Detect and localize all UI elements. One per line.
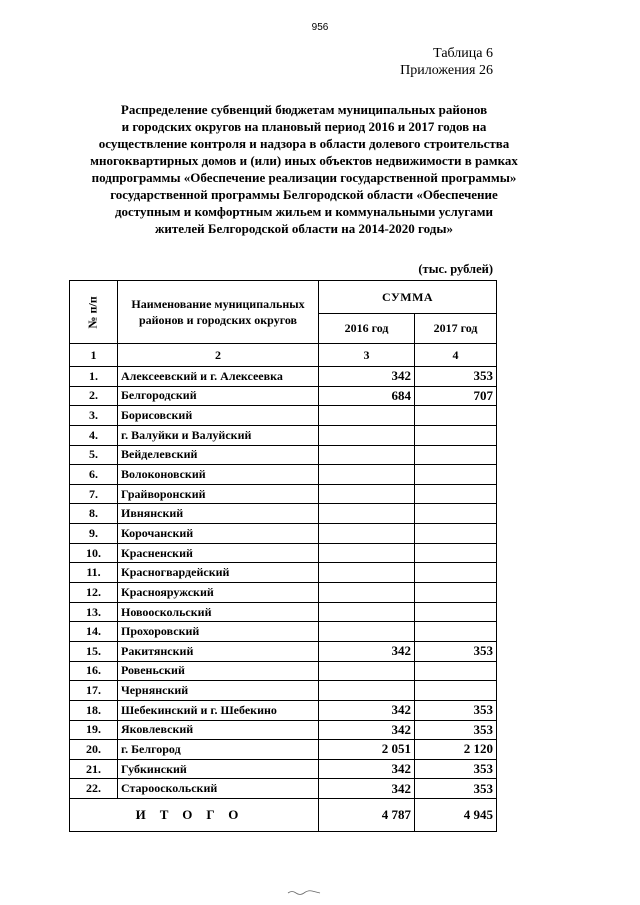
amount-2016 <box>319 622 415 642</box>
table-row <box>70 386 497 406</box>
amount-2016 <box>319 543 415 563</box>
table-row <box>70 720 497 740</box>
amount-2016: 342 <box>319 720 415 740</box>
amount-2017 <box>415 524 497 544</box>
column-number: 4 <box>415 344 497 367</box>
amount-2017 <box>415 622 497 642</box>
row-number: 14. <box>70 622 118 642</box>
column-header-number <box>70 281 118 344</box>
column-header-number-text: № п/п <box>85 295 100 329</box>
district-name: Вейделевский <box>118 445 319 465</box>
amount-2017 <box>415 563 497 583</box>
district-name: Губкинский <box>118 759 319 779</box>
district-name: Алексеевский и г. Алексеевка <box>118 367 319 387</box>
amount-2016 <box>319 583 415 603</box>
amount-2017: 353 <box>415 759 497 779</box>
amount-2016: 342 <box>319 641 415 661</box>
row-number: 13. <box>70 602 118 622</box>
amount-2016: 342 <box>319 367 415 387</box>
document-title <box>78 101 530 237</box>
row-number: 12. <box>70 583 118 603</box>
table-row <box>70 367 497 387</box>
title-line: осуществление контроля и надзора в области долевого строительства <box>98 136 510 151</box>
table-row <box>70 681 497 701</box>
amount-2017 <box>415 406 497 426</box>
table-row <box>70 583 497 603</box>
row-number: 21. <box>70 759 118 779</box>
row-number: 11. <box>70 563 118 583</box>
district-name: Прохоровский <box>118 622 319 642</box>
appendix-label: Приложения 26 <box>400 63 493 78</box>
amount-2017: 707 <box>415 386 497 406</box>
amount-2016 <box>319 661 415 681</box>
total-row <box>70 799 497 832</box>
amount-2016 <box>319 425 415 445</box>
table-row <box>70 759 497 779</box>
row-number: 19. <box>70 720 118 740</box>
district-name: Красногвардейский <box>118 563 319 583</box>
amount-2017 <box>415 465 497 485</box>
amount-2017 <box>415 484 497 504</box>
amount-2016 <box>319 484 415 504</box>
district-name: Корочанский <box>118 524 319 544</box>
total-2017: 4 945 <box>415 799 497 832</box>
amount-2016 <box>319 524 415 544</box>
amount-2017 <box>415 583 497 603</box>
subsidies-table <box>69 280 497 832</box>
amount-2017 <box>415 543 497 563</box>
district-name: Шебекинский и г. Шебекино <box>118 700 319 720</box>
district-name: Старооскольский <box>118 779 319 799</box>
table-row <box>70 524 497 544</box>
amount-2017: 2 120 <box>415 740 497 760</box>
table-row <box>70 406 497 426</box>
table-row <box>70 622 497 642</box>
table-body <box>70 367 497 799</box>
units-label: (тыс. рублей) <box>418 262 493 276</box>
district-name: Чернянский <box>118 681 319 701</box>
table-row <box>70 543 497 563</box>
title-line: многоквартирных домов и (или) иных объектов недвижимости в рамках <box>90 153 518 168</box>
district-name: Грайворонский <box>118 484 319 504</box>
amount-2017: 353 <box>415 700 497 720</box>
amount-2017: 353 <box>415 779 497 799</box>
row-number: 10. <box>70 543 118 563</box>
row-number: 8. <box>70 504 118 524</box>
row-number: 7. <box>70 484 118 504</box>
page-number: 956 <box>311 22 329 33</box>
district-name: Ракитянский <box>118 641 319 661</box>
district-name: Белгородский <box>118 386 319 406</box>
amount-2016: 342 <box>319 700 415 720</box>
amount-2017 <box>415 445 497 465</box>
row-number: 6. <box>70 465 118 485</box>
row-number: 9. <box>70 524 118 544</box>
table-row <box>70 445 497 465</box>
column-header-name: Наименование муниципальных районов и городских округов <box>118 281 319 344</box>
district-name: Яковлевский <box>118 720 319 740</box>
amount-2017: 353 <box>415 720 497 740</box>
amount-2016 <box>319 445 415 465</box>
table-row <box>70 641 497 661</box>
table-row <box>70 602 497 622</box>
district-name: Красненский <box>118 543 319 563</box>
row-number: 3. <box>70 406 118 426</box>
amount-2017 <box>415 425 497 445</box>
column-number: 1 <box>70 344 118 367</box>
column-header-2016: 2016 год <box>319 314 415 344</box>
total-label: ИТОГО <box>70 799 319 832</box>
title-line: подпрограммы «Обеспечение реализации государственной программы» <box>91 170 517 185</box>
district-name: Краснояружский <box>118 583 319 603</box>
column-header-sum: СУММА <box>319 281 497 314</box>
title-line: государственной программы Белгородской области «Обеспечение <box>110 187 498 202</box>
amount-2016 <box>319 406 415 426</box>
amount-2017 <box>415 661 497 681</box>
table-row <box>70 779 497 799</box>
row-number: 2. <box>70 386 118 406</box>
column-number: 3 <box>319 344 415 367</box>
title-line: доступным и комфортным жильем и коммунальными услугами <box>114 204 494 219</box>
amount-2016 <box>319 563 415 583</box>
amount-2016 <box>319 504 415 524</box>
column-number: 2 <box>118 344 319 367</box>
column-header-2017: 2017 год <box>415 314 497 344</box>
amount-2017: 353 <box>415 367 497 387</box>
amount-2016 <box>319 465 415 485</box>
table-label: Таблица 6 <box>433 46 493 61</box>
title-line: и городских округов на плановый период 2016 и 2017 годов на <box>121 119 487 134</box>
title-line: Распределение субвенций бюджетам муниципальных районов <box>120 102 488 117</box>
district-name: г. Валуйки и Валуйский <box>118 425 319 445</box>
title-line: жителей Белгородской области на 2014-2020 годы» <box>155 221 453 236</box>
row-number: 18. <box>70 700 118 720</box>
row-number: 22. <box>70 779 118 799</box>
amount-2016 <box>319 681 415 701</box>
amount-2017 <box>415 504 497 524</box>
amount-2016: 684 <box>319 386 415 406</box>
amount-2017: 353 <box>415 641 497 661</box>
table-row <box>70 465 497 485</box>
row-number: 15. <box>70 641 118 661</box>
row-number: 5. <box>70 445 118 465</box>
row-number: 17. <box>70 681 118 701</box>
amount-2017 <box>415 602 497 622</box>
row-number: 4. <box>70 425 118 445</box>
total-2016: 4 787 <box>319 799 415 832</box>
district-name: Новооскольский <box>118 602 319 622</box>
table-row <box>70 504 497 524</box>
table-row <box>70 484 497 504</box>
table-row <box>70 563 497 583</box>
table-row <box>70 661 497 681</box>
district-name: Ровеньский <box>118 661 319 681</box>
table-row <box>70 740 497 760</box>
district-name: Ивнянский <box>118 504 319 524</box>
district-name: Волоконовский <box>118 465 319 485</box>
amount-2017 <box>415 681 497 701</box>
amount-2016: 2 051 <box>319 740 415 760</box>
row-number: 16. <box>70 661 118 681</box>
district-name: Борисовский <box>118 406 319 426</box>
row-number: 1. <box>70 367 118 387</box>
amount-2016 <box>319 602 415 622</box>
row-number: 20. <box>70 740 118 760</box>
scribble-mark <box>286 888 322 896</box>
amount-2016: 342 <box>319 759 415 779</box>
table-row <box>70 425 497 445</box>
table-row <box>70 700 497 720</box>
district-name: г. Белгород <box>118 740 319 760</box>
amount-2016: 342 <box>319 779 415 799</box>
